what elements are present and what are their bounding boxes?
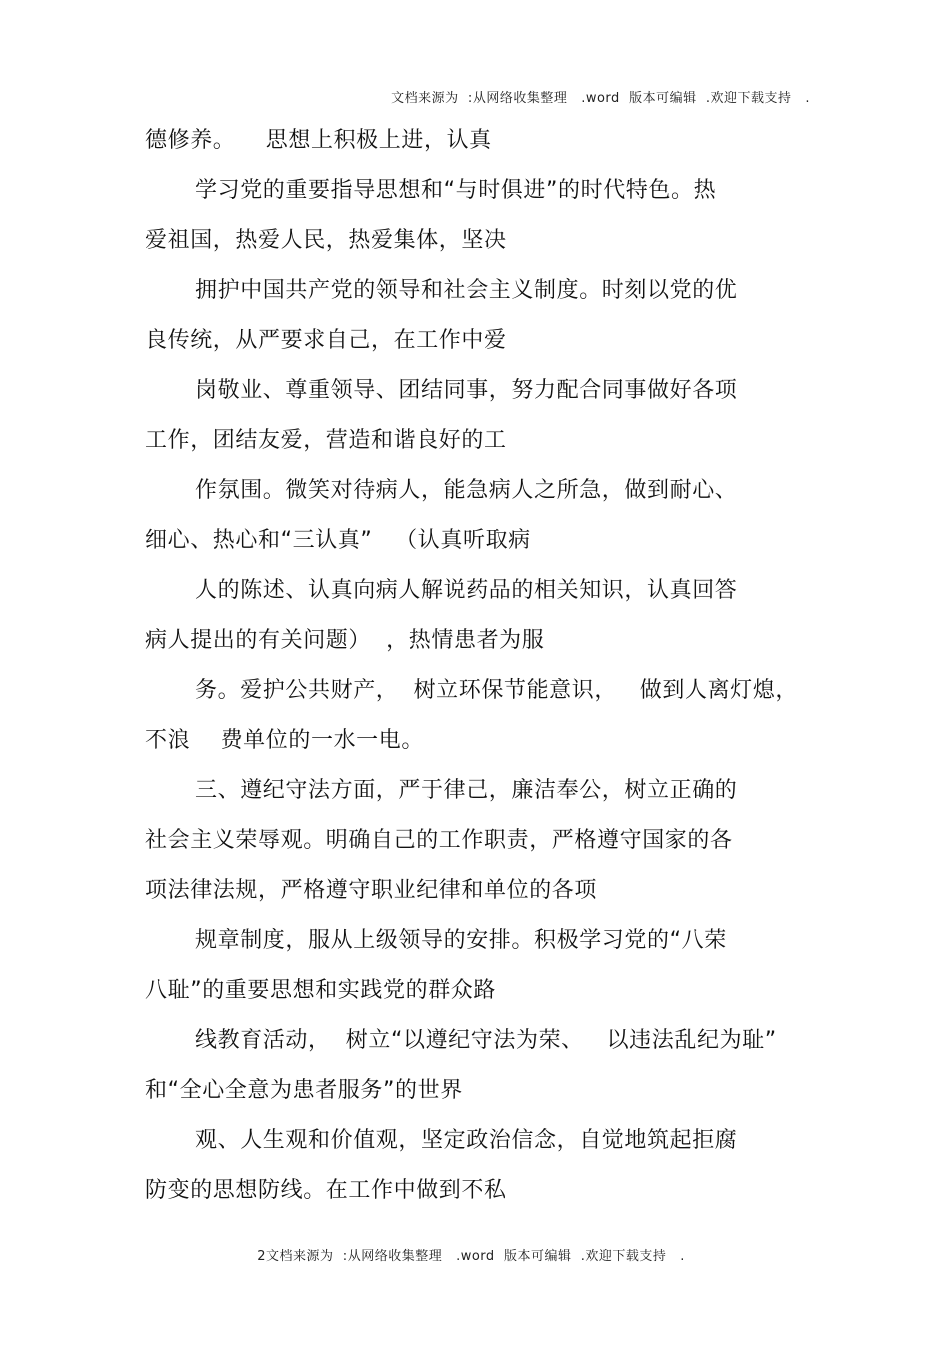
page-header <box>382 72 810 106</box>
body-line: 学习党的重要指导思想和“与时俱进”的时代特色。热 <box>195 178 717 203</box>
page-number: 2 <box>257 1249 267 1264</box>
body-line: 观、人生观和价值观，坚定政治信念，自觉地筑起拒腐 <box>195 1128 738 1153</box>
body-line: 工作，团结友爱，营造和谐良好的工 <box>145 428 507 453</box>
body-line: 规章制度，服从上级领导的安排。积极学习党的“八荣 <box>195 928 727 953</box>
body-line: 良传统，从严要求自己，在工作中爱 <box>145 328 507 353</box>
body-line: 爱祖国，热爱人民，热爱集体，坚决 <box>145 228 507 253</box>
body-line: 务。爱护公共财产， 树立环保节能意识， 做到人离灯熄， <box>195 678 798 703</box>
body-line: 不浪 费单位的一水一电。 <box>145 728 424 753</box>
page-footer <box>248 1230 685 1264</box>
body-line: 社会主义荣辱观。明确自己的工作职责，严格遵守国家的各 <box>145 828 733 853</box>
body-line: 细心、热心和“三认真” （认真听取病 <box>145 528 531 553</box>
body-line: 病人提出的有关问题） ，热情患者为服 <box>145 628 545 653</box>
body-line: 防变的思想防线。在工作中做到不私 <box>145 1178 507 1203</box>
body-line: 八耻”的重要思想和实践党的群众路 <box>145 978 496 1003</box>
body-line: 作氛围。微笑对待病人，能急病人之所急，做到耐心、 <box>195 478 738 503</box>
body-line: 德修养。 思想上积极上进，认真 <box>145 128 492 153</box>
body-line: 拥护中国共产党的领导和社会主义制度。时刻以党的优 <box>195 278 738 303</box>
body-line: 岗敬业、尊重领导、团结同事，努力配合同事做好各项 <box>195 378 738 403</box>
footer-text: 文档来源为 :从网络收集整理 .word 版本可编辑 .欢迎下载支持 . <box>266 1249 685 1264</box>
body-line: 和“全心全意为患者服务”的世界 <box>145 1078 463 1103</box>
body-line: 项法律法规，严格遵守职业纪律和单位的各项 <box>145 878 598 903</box>
body-line: 线教育活动， 树立“以遵纪守法为荣、 以违法乱纪为耻” <box>195 1028 777 1053</box>
body-line: 人的陈述、认真向病人解说药品的相关知识，认真回答 <box>195 578 738 603</box>
body-line: 三、遵纪守法方面，严于律己，廉洁奉公，树立正确的 <box>195 778 738 803</box>
header-text: 文档来源为 :从网络收集整理 .word 版本可编辑 .欢迎下载支持 . <box>391 91 810 106</box>
